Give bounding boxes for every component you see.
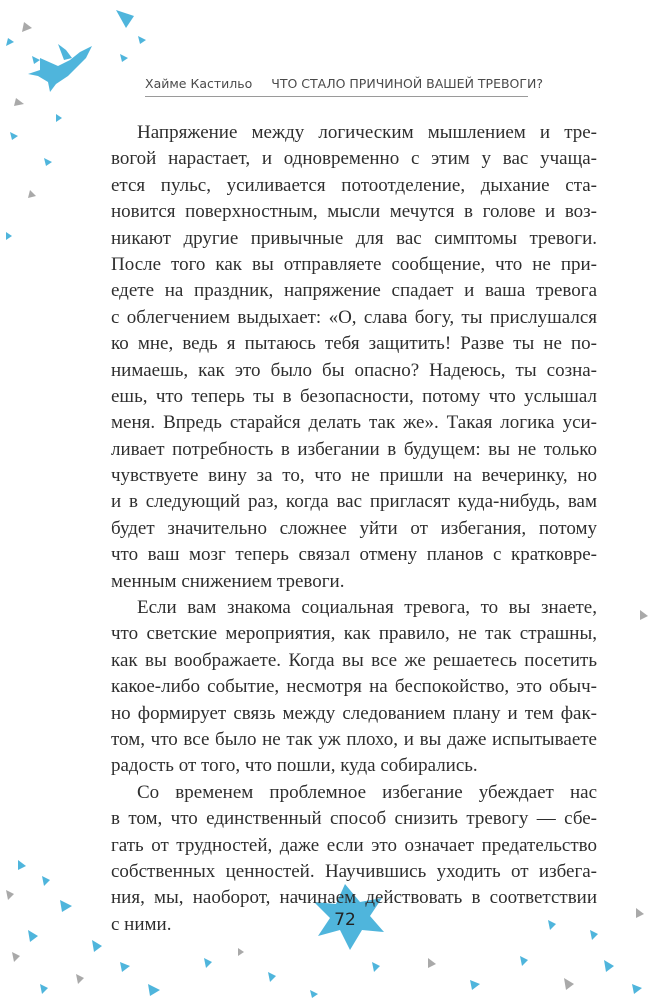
text-line: чувствуете вину за то, что не пришли на вечеринку, но bbox=[111, 465, 597, 487]
text-line: ешь, что теперь ты в безопасности, потому что услышал bbox=[111, 385, 597, 407]
header-author: Хайме Кастильо bbox=[145, 75, 253, 91]
text-line: с облегчением выдыхает: «О, слава богу, ты прислушался bbox=[111, 306, 597, 328]
text-line: в том, что единственный способ снизить тревогу — сбе- bbox=[111, 808, 597, 830]
decor-right bbox=[640, 610, 648, 620]
text-line: меня. Впредь старайся делать так же». Такая логика уси- bbox=[111, 412, 597, 434]
text-line: том, что все было не так уж плохо, и вы даже испытываете bbox=[111, 728, 597, 750]
body-text bbox=[111, 120, 597, 938]
text-line: собственных ценностей. Научившись уходить от избега- bbox=[111, 860, 597, 882]
page-number: 72 bbox=[334, 910, 356, 930]
text-line: что ваш мозг теперь связал отмену планов с кратковре- bbox=[111, 544, 597, 566]
text-line: будет значительно сложнее уйти от избегания, потому bbox=[111, 517, 597, 539]
text-line: Если вам знакома социальная тревога, то вы знаете, bbox=[137, 597, 597, 619]
text-line: После того как вы отправляете сообщение, что не при- bbox=[111, 253, 597, 275]
header-rule bbox=[145, 96, 528, 97]
text-line: никают другие привычные для вас симптомы тревоги. bbox=[111, 227, 597, 249]
text-line: вогой нарастает, и одновременно с этим у вас учаща- bbox=[111, 148, 597, 170]
text-line: Напряжение между логическим мышлением и тре- bbox=[137, 122, 597, 143]
text-line: гать от трудностей, даже если это означает предательство bbox=[111, 834, 597, 856]
text-line: радость от того, что пошли, куда собирались. bbox=[111, 755, 478, 777]
text-line: и в следующий раз, когда вас пригласят куда-нибудь, вам bbox=[111, 491, 597, 513]
running-header bbox=[145, 72, 543, 94]
bird-icon bbox=[28, 44, 92, 92]
text-line: Со временем проблемное избегание убеждает нас bbox=[137, 781, 597, 803]
text-line: как вы воображаете. Когда вы все же решаетесь посетить bbox=[111, 649, 597, 671]
text-line: новится поверхностным, мысли мечутся в голове и воз- bbox=[111, 201, 597, 223]
text-line: ко мне, ведь я пытаюсь тебя защитить! Разве ты не по- bbox=[111, 333, 597, 355]
text-line: что светские мероприятия, как правило, не так страшны, bbox=[111, 623, 597, 645]
text-line: нимаешь, как это было бы опасно? Надеюсь, ты сознa- bbox=[111, 359, 597, 381]
text-line: ливает потребность в избегании в будущем: вы не только bbox=[111, 438, 597, 460]
text-line: едете на праздник, напряжение спадает и ваша тревога bbox=[111, 280, 597, 302]
text-line: но формирует связь между следованием плану и тем фак- bbox=[111, 702, 597, 724]
header-chapter-title: ЧТО СТАЛО ПРИЧИНОЙ ВАШЕЙ ТРЕВОГИ? bbox=[271, 75, 543, 91]
text-line: менным снижением тревоги. bbox=[111, 570, 345, 592]
text-line: с ними. bbox=[111, 913, 172, 935]
text-line: какое-либо событие, несмотря на беспокойство, это обыч- bbox=[111, 676, 597, 698]
text-line: ния, мы, наоборот, начинаем действовать в соответствии bbox=[111, 887, 597, 909]
text-line: ется пульс, усиливается потоотделение, дыхание ста- bbox=[111, 174, 597, 196]
